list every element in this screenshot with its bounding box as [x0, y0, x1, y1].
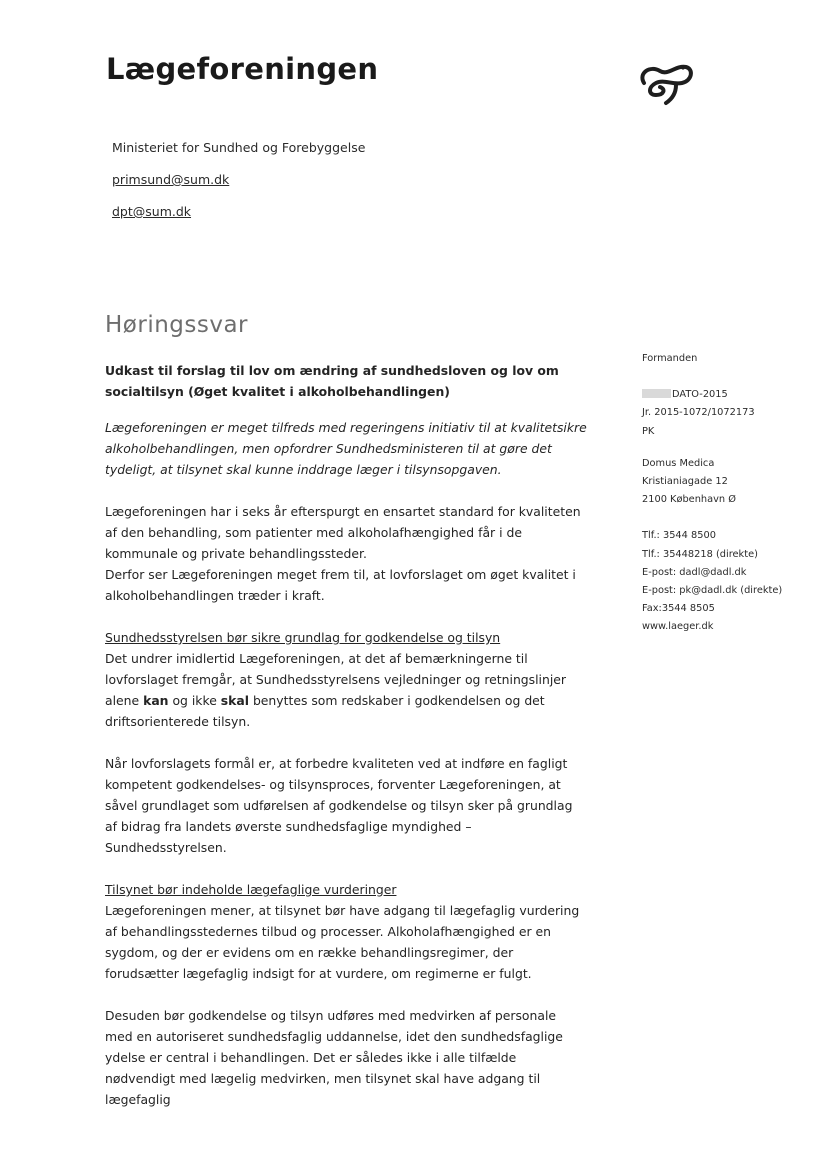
document-title: Høringssvar — [105, 312, 249, 338]
paragraph-4: Når lovforslagets formål er, at forbedre kvaliteten ved at indføre en fagligt kompetent godkendelses- og tilsynsproces, forventer Lægeforeningen, at såvel grundlaget som udførelsen af godkendelse og tilsyn sker på grundlag af bidrag fra landets øverste sundhedsfaglige myndighed – Sundhedsstyrelsen. — [105, 756, 573, 855]
section-heading-1: Sundhedsstyrelsen bør sikre grundlag for godkendelse og tilsyn — [105, 630, 501, 645]
fax: Fax:3544 8505 — [642, 603, 715, 615]
paragraph-1: Lægeforeningen har i seks år efterspurgt en ensartet standard for kvaliteten af den behandling, som patienter med alkoholafhængighed får i de kommunale og private behandlingssteder. — [105, 504, 581, 561]
recipient-name: Ministeriet for Sundhed og Forebyggelse — [112, 140, 366, 155]
subject-line: Udkast til forslag til lov om ændring af sundhedsloven og lov om socialtilsyn (Øget kvalitet i alkoholbehandlingen) — [105, 363, 559, 399]
paragraph-6: Desuden bør godkendelse og tilsyn udføres med medvirken af personale med en autoriseret sundhedsfaglig uddannelse, idet den sundhedsfaglige ydelse er central i behandlingen. Det er således ikke i alle tilfælde nødvendigt med lægelig medvirken, men tilsynet skal have adgang til lægefaglig — [105, 1008, 563, 1107]
paragraph-5: Lægeforeningen mener, at tilsynet bør have adgang til lægefaglig vurdering af behandlingsstedernes tilbud og processer. Alkoholafhængighed er en sygdom, og der er evidens om en række behandlingsregimer, der forudsætter lægefaglig indsigt for at vurdere, om regimerne er fulgt. — [105, 903, 580, 981]
emphasis-kan: kan — [143, 693, 169, 708]
emphasis-skal: skal — [220, 693, 249, 708]
journal-number: Jr. 2015-1072/1072173 — [642, 407, 755, 419]
section-heading-2: Tilsynet bør indeholde lægefaglige vurderinger — [105, 882, 397, 897]
email-direct: E-post: pk@dadl.dk (direkte) — [642, 585, 783, 597]
sender-role: Formanden — [642, 353, 698, 364]
recipient-email-primsund[interactable]: primsund@sum.dk — [112, 172, 230, 187]
intro-paragraph: Lægeforeningen er meget tilfreds med regeringens initiativ til at kvalitetsikre alkoholbehandlingen, men opfordrer Sundhedsministeren til at gøre det tydeligt, at tilsynet skal kunne inddrage læger i tilsynsopgaven. — [105, 420, 587, 477]
phone: Tlf.: 3544 8500 — [642, 530, 716, 542]
email: E-post: dadl@dadl.dk — [642, 566, 747, 578]
recipient-email-dpt[interactable]: dpt@sum.dk — [112, 204, 192, 219]
aesculapian-snake-icon — [636, 55, 694, 107]
letter-body — [105, 360, 587, 1110]
org-city: 2100 København Ø — [642, 494, 736, 506]
sender-info — [642, 350, 812, 647]
phone-direct: Tlf.: 35448218 (direkte) — [642, 548, 758, 560]
brand-wordmark: Lægeforeningen — [106, 52, 379, 86]
org-street: Kristianiagade 12 — [642, 476, 728, 488]
website: www.laeger.dk — [642, 621, 714, 633]
org-name: Domus Medica — [642, 457, 715, 469]
sender-initials: PK — [642, 425, 655, 437]
redaction-mark — [642, 389, 671, 398]
paragraph-3: Det undrer imidlertid Lægeforeningen, at det af bemærkningerne til lovforslaget fremgår, at Sundhedsstyrelsens vejledninger og retningslinjer alene kan og ikke skal benyttes som redskaber i godkendelsen og det driftsorienterede tilsyn. — [105, 651, 567, 729]
paragraph-2: Derfor ser Lægeforeningen meget frem til, at lovforslaget om øget kvalitet i alkoholbehandlingen træder i kraft. — [105, 567, 576, 603]
letter-date: DATO-2015 — [672, 389, 728, 401]
